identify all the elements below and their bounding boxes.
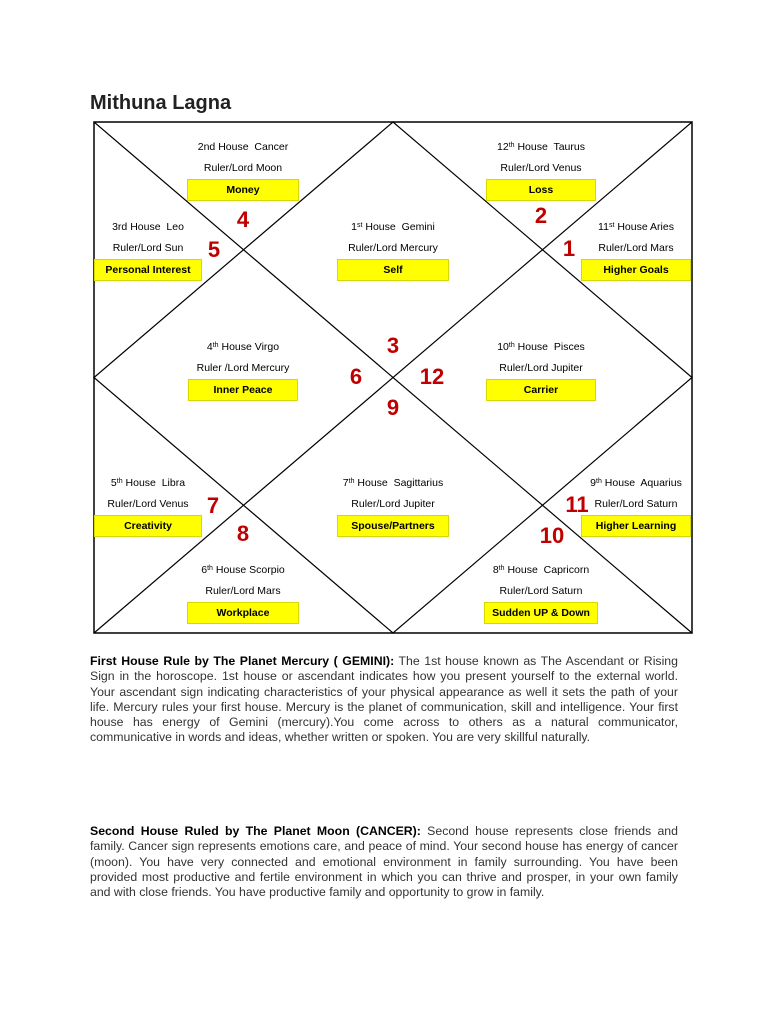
trait-label: Higher Goals (581, 259, 691, 281)
trait-label: Self (337, 259, 449, 281)
house-6: 6th House Scorpio Ruler/Lord Mars Workplace (187, 560, 299, 624)
house-3: 3rd House Leo Ruler/Lord Sun Personal Interest (94, 217, 202, 281)
paragraph-body: The 1st house known as The Ascendant or Rising Sign in the horoscope. 1st house or ascendant indicates how you present yourself to the external world. Your ascendant sign indicating characteristics of your physical appearance as well it sets the path of your life. Mercury rules your first house. Mercury is the planet of communication, skill and intelligence. Your first house has energy of Gemini (mercury).You come across to others as a natural communicator, communicative in words and ideas, whether written or spoken. You are very skillful naturally. (90, 654, 678, 745)
north-indian-chart (93, 121, 693, 634)
sign-number-10: 10 (539, 523, 565, 548)
trait-label: Higher Learning (581, 515, 691, 537)
sign-number-8: 8 (236, 521, 250, 546)
house-2: 2nd House Cancer Ruler/Lord Moon Money (187, 137, 299, 201)
sign-number-11: 11 (565, 492, 589, 517)
page-title: Mithuna Lagna (90, 92, 232, 114)
sign-number-3: 3 (386, 333, 400, 358)
sign-number-4: 4 (236, 207, 250, 232)
trait-label: Inner Peace (188, 379, 298, 401)
first-house-paragraph (90, 654, 678, 746)
house-11: 11st House Aries Ruler/Lord Mars Higher Goals (581, 217, 691, 281)
house-1: 1st House Gemini Ruler/Lord Mercury Self (337, 217, 449, 281)
trait-label: Loss (486, 179, 596, 201)
sign-number-2: 2 (534, 203, 548, 228)
house-8: 8th House Capricorn Ruler/Lord Saturn Sudden UP & Down (484, 560, 598, 624)
sign-number-6: 6 (349, 364, 363, 389)
trait-label: Creativity (94, 515, 202, 537)
house-12: 12th House Taurus Ruler/Lord Venus Loss (486, 137, 596, 201)
house-9: 9th House Aquarius Ruler/Lord Saturn Higher Learning (581, 473, 691, 537)
sign-number-1: 1 (562, 236, 576, 261)
sign-number-9: 9 (386, 395, 400, 420)
paragraph-heading: Second House Ruled by The Planet Moon (CANCER): (90, 824, 421, 838)
trait-label: Money (187, 179, 299, 201)
chart-lines (93, 121, 693, 634)
paragraph-heading: First House Rule by The Planet Mercury ( GEMINI): (90, 654, 395, 668)
trait-label: Personal Interest (94, 259, 202, 281)
trait-label: Carrier (486, 379, 596, 401)
paragraph-body: Second house represents close friends and family. Cancer sign represents emotions care, and peace of mind. Your second house has energy of cancer (moon). You have very connected and emotional environment in family surrounding. You have been provided most productive and fertile environment in which you can thrive and prosper, in your own family and with close friends. You have productive family and opportunity to grow in family. (90, 824, 678, 900)
house-10: 10th House Pisces Ruler/Lord Jupiter Carrier (486, 337, 596, 401)
house-5: 5th House Libra Ruler/Lord Venus Creativity (94, 473, 202, 537)
sign-number-12: 12 (419, 364, 445, 389)
sign-number-7: 7 (206, 493, 220, 518)
trait-label: Workplace (187, 602, 299, 624)
trait-label: Spouse/Partners (337, 515, 449, 537)
house-4: 4th House Virgo Ruler /Lord Mercury Inner Peace (188, 337, 298, 401)
second-house-paragraph (90, 824, 678, 900)
trait-label: Sudden UP & Down (484, 602, 598, 624)
sign-number-5: 5 (207, 237, 221, 262)
house-7: 7th House Sagittarius Ruler/Lord Jupiter Spouse/Partners (337, 473, 449, 537)
